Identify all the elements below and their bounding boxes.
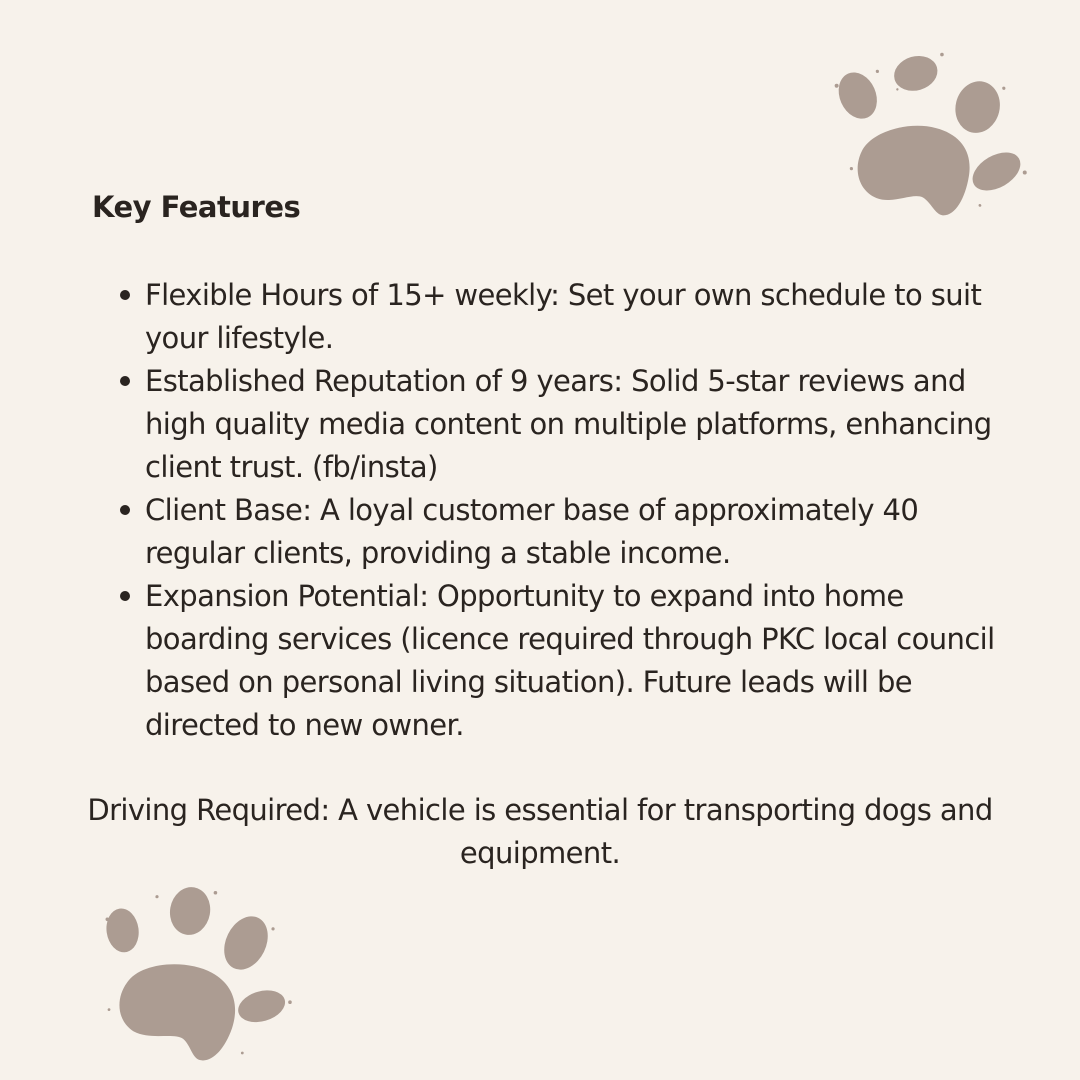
feature-text: Established Reputation of 9 years: Solid 5-star reviews and high quality media content on multiple platforms, enhancing client trust. (fb/insta) (145, 364, 992, 484)
feature-text: Expansion Potential: Opportunity to expand into home boarding services (licence required through PKC local council based on personal living situation). Future leads will be directed to new owner. (145, 579, 995, 742)
bullet-icon (120, 290, 130, 300)
paw-print-icon (85, 863, 318, 1078)
feature-text: Flexible Hours of 15+ weekly: Set your own schedule to suit your lifestyle. (145, 278, 982, 355)
feature-text: Client Base: A loyal customer base of approximately 40 regular clients, providing a stable income. (145, 493, 919, 570)
list-item (118, 274, 1018, 360)
list-item (118, 360, 1018, 489)
list-item (118, 575, 1018, 747)
feature-list (118, 274, 1018, 747)
page-title: Key Features (92, 190, 301, 224)
bullet-icon (120, 591, 130, 601)
paw-print-icon (812, 21, 1052, 243)
bullet-icon (120, 505, 130, 515)
list-item (118, 489, 1018, 575)
bullet-icon (120, 376, 130, 386)
driving-note: Driving Required: A vehicle is essential for transporting dogs and equipment. (87, 793, 993, 870)
